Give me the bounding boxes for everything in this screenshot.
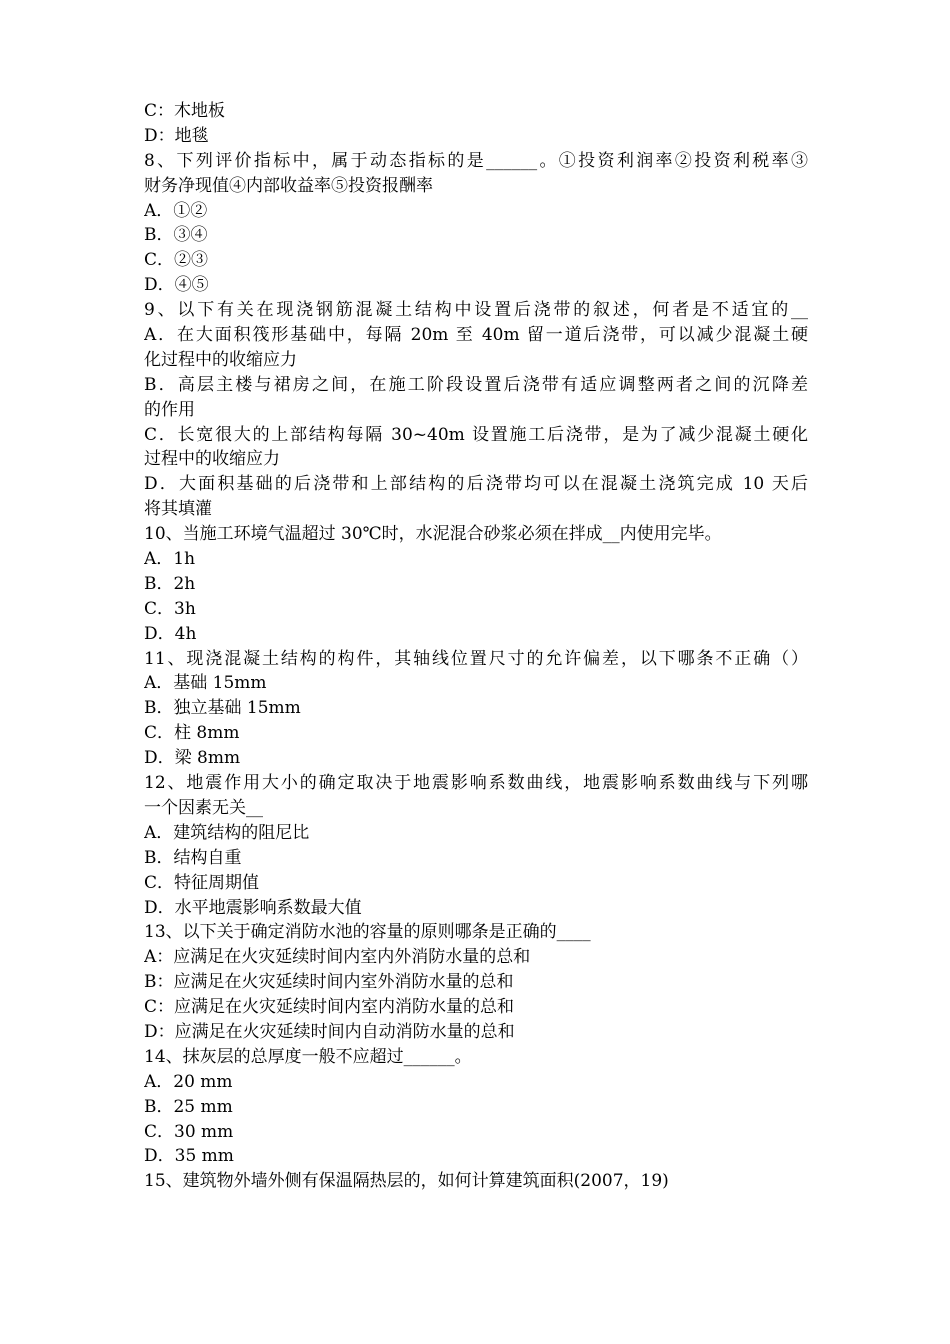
option-line: C．长宽很大的上部结构每隔 30~40m 设置施工后浇带，是为了减少混凝土硬化 — [144, 424, 808, 445]
question-line: 9、以下有关在现浇钢筋混凝土结构中设置后浇带的叙述，何者是不适宜的__ — [144, 300, 808, 321]
question-line: 10、当施工环境气温超过 30℃时，水泥混合砂浆必须在拌成__内使用完毕。 — [144, 524, 722, 545]
option-line: D．④⑤ — [144, 275, 209, 296]
text-line: 过程中的收缩应力 — [144, 449, 280, 470]
text-line: D：地毯 — [144, 125, 209, 146]
option-line: A．①② — [144, 200, 208, 221]
option-line: D．4h — [144, 623, 197, 644]
question-line: 12、地震作用大小的确定取决于地震影响系数曲线，地震影响系数曲线与下列哪 — [144, 773, 808, 794]
question-line: 13、以下关于确定消防水池的容量的原则哪条是正确的____ — [144, 922, 591, 943]
question-line: 14、抹灰层的总厚度一般不应超过______。 — [144, 1046, 472, 1067]
option-line: D．大面积基础的后浇带和上部结构的后浇带均可以在混凝土浇筑完成 10 天后 — [144, 474, 808, 495]
text-line: 一个因素无关__ — [144, 797, 263, 818]
option-line: B．2h — [144, 573, 196, 594]
option-line: A．20 mm — [144, 1071, 233, 1092]
option-line: A：应满足在火灾延续时间内室内外消防水量的总和 — [144, 947, 531, 968]
option-line: B．25 mm — [144, 1096, 233, 1117]
question-line: 15、建筑物外墙外侧有保温隔热层的，如何计算建筑面积(2007，19) — [144, 1171, 669, 1192]
option-line: C．②③ — [144, 250, 209, 271]
option-line: C．柱 8mm — [144, 723, 240, 744]
text-line: 的作用 — [144, 399, 195, 420]
option-line: B：应满足在火灾延续时间内室外消防水量的总和 — [144, 972, 514, 993]
text-line: 将其填灌 — [144, 499, 212, 520]
option-line: A．在大面积筏形基础中，每隔 20m 至 40m 留一道后浇带，可以减少混凝土硬 — [144, 325, 808, 346]
document-body — [144, 99, 808, 1194]
text-line: 化过程中的收缩应力 — [144, 349, 297, 370]
option-line: A．建筑结构的阻尼比 — [144, 822, 310, 843]
option-line: B．结构自重 — [144, 847, 242, 868]
option-line: B．高层主楼与裙房之间，在施工阶段设置后浇带有适应调整两者之间的沉降差 — [144, 374, 808, 395]
option-line: A．1h — [144, 549, 196, 570]
option-line: C．30 mm — [144, 1121, 234, 1142]
option-line: D．35 mm — [144, 1146, 234, 1167]
option-line: D：应满足在火灾延续时间内自动消防水量的总和 — [144, 1021, 515, 1042]
question-line: 11、现浇混凝土结构的构件，其轴线位置尺寸的允许偏差，以下哪条不正确（） — [144, 648, 808, 669]
option-line: B．独立基础 15mm — [144, 698, 301, 719]
text-line: 财务净现值④内部收益率⑤投资报酬率 — [144, 175, 433, 196]
option-line: C．特征周期值 — [144, 872, 260, 893]
option-line: D．水平地震影响系数最大值 — [144, 897, 362, 918]
option-line: B．③④ — [144, 225, 208, 246]
text-line: C：木地板 — [144, 101, 226, 121]
option-line: D．梁 8mm — [144, 748, 241, 769]
option-line: C．3h — [144, 598, 196, 619]
question-line: 8、下列评价指标中，属于动态指标的是______。①投资利润率②投资利税率③ — [144, 150, 808, 171]
option-line: A．基础 15mm — [144, 673, 267, 694]
option-line: C：应满足在火灾延续时间内室内消防水量的总和 — [144, 997, 515, 1018]
